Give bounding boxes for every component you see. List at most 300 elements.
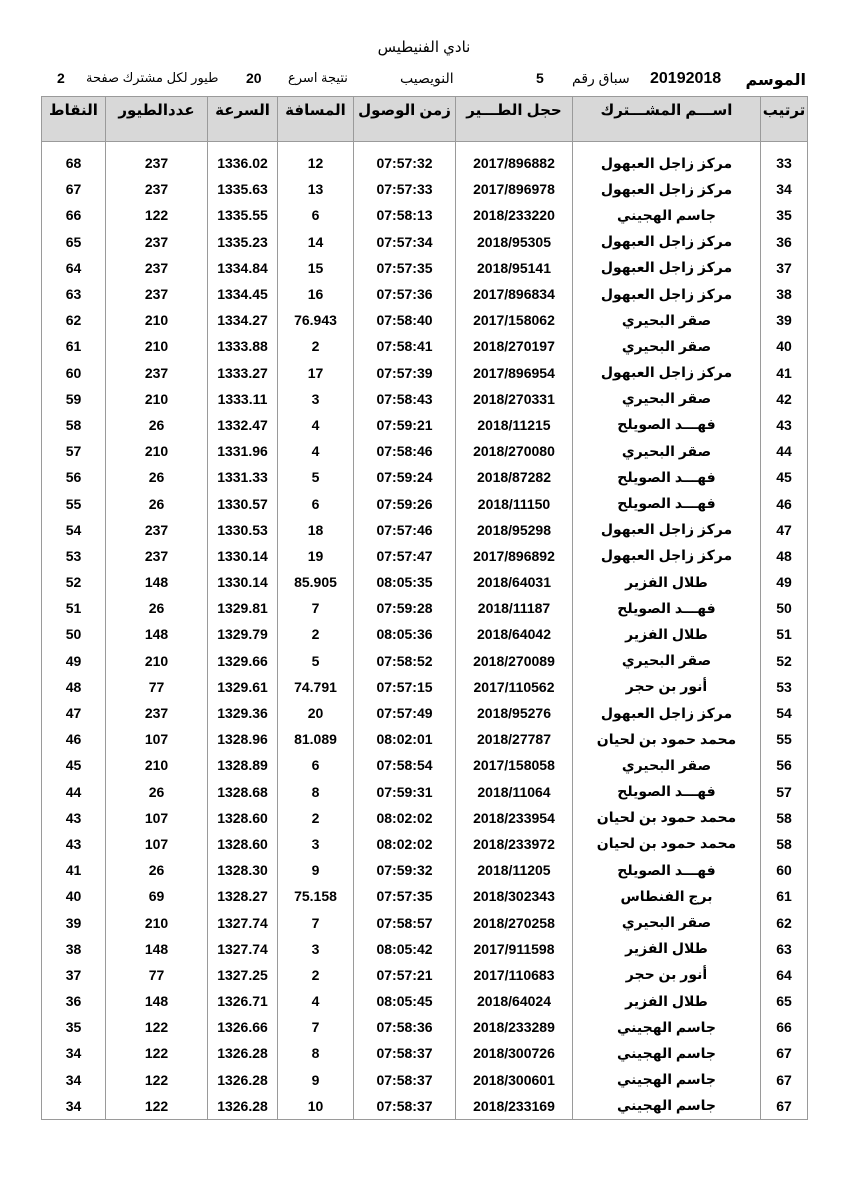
cell-rank: 66 <box>761 1014 808 1040</box>
table-row <box>42 936 808 962</box>
cell-birds-count: 237 <box>106 229 208 255</box>
cell-speed: 1326.28 <box>208 1067 278 1093</box>
table-row <box>42 1093 808 1120</box>
cell-ring: 2018/270089 <box>456 648 573 674</box>
cell-member-name: مركز زاجل العبهول <box>573 229 761 255</box>
cell-points: 40 <box>42 883 106 909</box>
cell-distance: 16 <box>278 281 354 307</box>
cell-arrival-time: 07:57:21 <box>354 962 456 988</box>
cell-birds-count: 122 <box>106 202 208 228</box>
cell-rank: 58 <box>761 805 808 831</box>
cell-speed: 1328.30 <box>208 857 278 883</box>
cell-member-name: برج الفنطاس <box>573 883 761 909</box>
cell-birds-count: 148 <box>106 988 208 1014</box>
cell-arrival-time: 08:02:02 <box>354 831 456 857</box>
table-row <box>42 202 808 228</box>
table-row <box>42 831 808 857</box>
cell-rank: 42 <box>761 386 808 412</box>
cell-birds-count: 210 <box>106 307 208 333</box>
cell-ring: 2018/87282 <box>456 464 573 490</box>
cell-member-name: فهـــد الصويلح <box>573 412 761 438</box>
cell-birds-count: 210 <box>106 909 208 935</box>
cell-ring: 2018/11205 <box>456 857 573 883</box>
cell-rank: 46 <box>761 490 808 516</box>
cell-points: 34 <box>42 1040 106 1066</box>
cell-points: 65 <box>42 229 106 255</box>
cell-birds-count: 237 <box>106 360 208 386</box>
cell-birds-count: 148 <box>106 936 208 962</box>
cell-rank: 44 <box>761 438 808 464</box>
cell-distance: 5 <box>278 648 354 674</box>
cell-rank: 35 <box>761 202 808 228</box>
cell-arrival-time: 07:58:54 <box>354 752 456 778</box>
cell-member-name: فهـــد الصويلح <box>573 857 761 883</box>
cell-rank: 62 <box>761 909 808 935</box>
table-row <box>42 464 808 490</box>
cell-arrival-time: 08:05:45 <box>354 988 456 1014</box>
cell-points: 38 <box>42 936 106 962</box>
cell-member-name: محمد حمود بن لحيان <box>573 831 761 857</box>
table-row <box>42 1067 808 1093</box>
cell-points: 53 <box>42 543 106 569</box>
cell-arrival-time: 07:58:43 <box>354 386 456 412</box>
table-row <box>42 307 808 333</box>
cell-arrival-time: 07:58:52 <box>354 648 456 674</box>
cell-speed: 1329.36 <box>208 700 278 726</box>
cell-distance: 15 <box>278 255 354 281</box>
cell-points: 55 <box>42 490 106 516</box>
cell-member-name: فهـــد الصويلح <box>573 490 761 516</box>
cell-speed: 1326.28 <box>208 1040 278 1066</box>
cell-ring: 2018/95141 <box>456 255 573 281</box>
cell-distance: 2 <box>278 621 354 647</box>
cell-member-name: طلال الفزير <box>573 988 761 1014</box>
cell-speed: 1327.25 <box>208 962 278 988</box>
cell-birds-count: 122 <box>106 1067 208 1093</box>
cell-member-name: جاسم الهجيني <box>573 1040 761 1066</box>
cell-speed: 1329.66 <box>208 648 278 674</box>
table-row <box>42 621 808 647</box>
cell-points: 49 <box>42 648 106 674</box>
cell-ring: 2017/110562 <box>456 674 573 700</box>
table-row <box>42 176 808 202</box>
cell-birds-count: 122 <box>106 1093 208 1120</box>
cell-distance: 2 <box>278 333 354 359</box>
cell-birds-count: 69 <box>106 883 208 909</box>
cell-points: 61 <box>42 333 106 359</box>
cell-rank: 38 <box>761 281 808 307</box>
table-row <box>42 988 808 1014</box>
cell-points: 52 <box>42 569 106 595</box>
cell-arrival-time: 07:58:40 <box>354 307 456 333</box>
cell-points: 56 <box>42 464 106 490</box>
cell-speed: 1332.47 <box>208 412 278 438</box>
cell-speed: 1334.45 <box>208 281 278 307</box>
col-birds-count: عددالطيور <box>106 97 208 142</box>
cell-arrival-time: 07:58:41 <box>354 333 456 359</box>
cell-points: 35 <box>42 1014 106 1040</box>
cell-distance: 7 <box>278 909 354 935</box>
cell-member-name: مركز زاجل العبهول <box>573 176 761 202</box>
cell-distance: 12 <box>278 142 354 177</box>
cell-ring: 2017/896954 <box>456 360 573 386</box>
cell-ring: 2018/11187 <box>456 595 573 621</box>
cell-speed: 1330.57 <box>208 490 278 516</box>
cell-rank: 56 <box>761 752 808 778</box>
cell-speed: 1330.14 <box>208 543 278 569</box>
cell-points: 47 <box>42 700 106 726</box>
table-row <box>42 962 808 988</box>
cell-member-name: أنور بن حجر <box>573 962 761 988</box>
cell-arrival-time: 07:57:35 <box>354 883 456 909</box>
cell-ring: 2018/233289 <box>456 1014 573 1040</box>
cell-rank: 41 <box>761 360 808 386</box>
cell-ring: 2018/270080 <box>456 438 573 464</box>
cell-rank: 52 <box>761 648 808 674</box>
cell-distance: 4 <box>278 412 354 438</box>
table-row <box>42 1014 808 1040</box>
table-row <box>42 229 808 255</box>
cell-speed: 1326.66 <box>208 1014 278 1040</box>
cell-birds-count: 237 <box>106 543 208 569</box>
cell-speed: 1326.71 <box>208 988 278 1014</box>
table-row <box>42 569 808 595</box>
cell-distance: 7 <box>278 595 354 621</box>
table-row <box>42 360 808 386</box>
cell-birds-count: 210 <box>106 386 208 412</box>
cell-distance: 2 <box>278 962 354 988</box>
cell-rank: 37 <box>761 255 808 281</box>
cell-member-name: مركز زاجل العبهول <box>573 142 761 177</box>
cell-member-name: مركز زاجل العبهول <box>573 543 761 569</box>
cell-distance: 3 <box>278 831 354 857</box>
cell-ring: 2018/95305 <box>456 229 573 255</box>
cell-distance: 13 <box>278 176 354 202</box>
cell-member-name: محمد حمود بن لحيان <box>573 726 761 752</box>
cell-rank: 67 <box>761 1093 808 1120</box>
cell-distance: 20 <box>278 700 354 726</box>
cell-distance: 8 <box>278 1040 354 1066</box>
cell-points: 44 <box>42 779 106 805</box>
table-row <box>42 805 808 831</box>
cell-points: 45 <box>42 752 106 778</box>
cell-rank: 39 <box>761 307 808 333</box>
cell-speed: 1331.96 <box>208 438 278 464</box>
cell-birds-count: 26 <box>106 857 208 883</box>
cell-member-name: جاسم الهجيني <box>573 1014 761 1040</box>
cell-arrival-time: 07:58:57 <box>354 909 456 935</box>
cell-birds-count: 237 <box>106 142 208 177</box>
table-row <box>42 281 808 307</box>
table-row <box>42 779 808 805</box>
race-label: سباق رقم <box>572 70 630 86</box>
cell-birds-count: 210 <box>106 438 208 464</box>
cell-arrival-time: 07:57:36 <box>354 281 456 307</box>
cell-rank: 49 <box>761 569 808 595</box>
cell-arrival-time: 07:58:37 <box>354 1093 456 1120</box>
cell-arrival-time: 07:57:47 <box>354 543 456 569</box>
cell-speed: 1333.88 <box>208 333 278 359</box>
cell-points: 63 <box>42 281 106 307</box>
cell-member-name: صقر البحيري <box>573 909 761 935</box>
table-row <box>42 752 808 778</box>
cell-speed: 1328.60 <box>208 831 278 857</box>
cell-distance: 18 <box>278 517 354 543</box>
cell-arrival-time: 07:57:39 <box>354 360 456 386</box>
cell-rank: 48 <box>761 543 808 569</box>
cell-birds-count: 107 <box>106 831 208 857</box>
cell-arrival-time: 08:02:01 <box>354 726 456 752</box>
cell-arrival-time: 07:59:21 <box>354 412 456 438</box>
cell-distance: 9 <box>278 857 354 883</box>
table-row <box>42 255 808 281</box>
cell-arrival-time: 07:58:13 <box>354 202 456 228</box>
cell-birds-count: 237 <box>106 255 208 281</box>
cell-arrival-time: 07:58:37 <box>354 1067 456 1093</box>
cell-member-name: طلال الفزير <box>573 569 761 595</box>
table-row <box>42 648 808 674</box>
cell-rank: 40 <box>761 333 808 359</box>
cell-points: 66 <box>42 202 106 228</box>
race-location: النويصيب <box>400 70 454 86</box>
table-row <box>42 595 808 621</box>
cell-distance: 10 <box>278 1093 354 1120</box>
table-row <box>42 412 808 438</box>
cell-birds-count: 148 <box>106 569 208 595</box>
cell-points: 46 <box>42 726 106 752</box>
cell-birds-count: 210 <box>106 333 208 359</box>
race-number: 5 <box>536 70 544 86</box>
cell-ring: 2018/300726 <box>456 1040 573 1066</box>
cell-birds-count: 237 <box>106 700 208 726</box>
cell-speed: 1328.68 <box>208 779 278 805</box>
fastest-count: 20 <box>246 70 262 86</box>
cell-distance: 85.905 <box>278 569 354 595</box>
cell-points: 64 <box>42 255 106 281</box>
cell-rank: 50 <box>761 595 808 621</box>
cell-member-name: صقر البحيري <box>573 307 761 333</box>
cell-distance: 9 <box>278 1067 354 1093</box>
cell-member-name: صقر البحيري <box>573 648 761 674</box>
col-ring: حجل الطـــير <box>456 97 573 142</box>
cell-rank: 64 <box>761 962 808 988</box>
cell-arrival-time: 08:05:35 <box>354 569 456 595</box>
table-row <box>42 726 808 752</box>
cell-arrival-time: 07:57:34 <box>354 229 456 255</box>
cell-rank: 53 <box>761 674 808 700</box>
table-row <box>42 674 808 700</box>
cell-points: 51 <box>42 595 106 621</box>
cell-arrival-time: 07:59:31 <box>354 779 456 805</box>
cell-member-name: فهـــد الصويلح <box>573 595 761 621</box>
table-row <box>42 386 808 412</box>
col-speed: السرعة <box>208 97 278 142</box>
cell-member-name: مركز زاجل العبهول <box>573 360 761 386</box>
table-header-row <box>42 97 808 142</box>
cell-arrival-time: 07:58:37 <box>354 1040 456 1066</box>
club-title: نادي الفنيطيس <box>377 39 471 56</box>
cell-speed: 1333.11 <box>208 386 278 412</box>
cell-rank: 47 <box>761 517 808 543</box>
cell-rank: 34 <box>761 176 808 202</box>
cell-distance: 4 <box>278 988 354 1014</box>
table-row <box>42 1040 808 1066</box>
cell-points: 60 <box>42 360 106 386</box>
cell-distance: 19 <box>278 543 354 569</box>
cell-rank: 54 <box>761 700 808 726</box>
results-table <box>41 96 808 1120</box>
cell-birds-count: 122 <box>106 1014 208 1040</box>
cell-speed: 1336.02 <box>208 142 278 177</box>
cell-birds-count: 107 <box>106 726 208 752</box>
cell-ring: 2018/95276 <box>456 700 573 726</box>
cell-rank: 43 <box>761 412 808 438</box>
cell-speed: 1335.23 <box>208 229 278 255</box>
cell-ring: 2018/11215 <box>456 412 573 438</box>
cell-speed: 1331.33 <box>208 464 278 490</box>
cell-rank: 36 <box>761 229 808 255</box>
cell-points: 48 <box>42 674 106 700</box>
cell-distance: 81.089 <box>278 726 354 752</box>
cell-ring: 2018/302343 <box>456 883 573 909</box>
cell-arrival-time: 08:02:02 <box>354 805 456 831</box>
cell-arrival-time: 07:59:24 <box>354 464 456 490</box>
col-points: النقاط <box>42 97 106 142</box>
cell-birds-count: 237 <box>106 176 208 202</box>
cell-speed: 1334.84 <box>208 255 278 281</box>
cell-arrival-time: 07:57:35 <box>354 255 456 281</box>
cell-birds-count: 77 <box>106 674 208 700</box>
cell-rank: 60 <box>761 857 808 883</box>
cell-distance: 7 <box>278 1014 354 1040</box>
cell-ring: 2017/896892 <box>456 543 573 569</box>
cell-speed: 1330.14 <box>208 569 278 595</box>
cell-ring: 2018/300601 <box>456 1067 573 1093</box>
cell-ring: 2018/27787 <box>456 726 573 752</box>
cell-birds-count: 237 <box>106 517 208 543</box>
cell-rank: 51 <box>761 621 808 647</box>
col-distance: المسافة <box>278 97 354 142</box>
cell-speed: 1335.55 <box>208 202 278 228</box>
cell-member-name: مركز زاجل العبهول <box>573 700 761 726</box>
race-info-line <box>0 68 848 92</box>
cell-member-name: مركز زاجل العبهول <box>573 517 761 543</box>
table-row <box>42 909 808 935</box>
cell-distance: 6 <box>278 202 354 228</box>
cell-distance: 75.158 <box>278 883 354 909</box>
cell-rank: 33 <box>761 142 808 177</box>
cell-distance: 76.943 <box>278 307 354 333</box>
cell-ring: 2018/64042 <box>456 621 573 647</box>
result-label: نتيجة اسرع <box>288 70 348 85</box>
cell-arrival-time: 07:57:49 <box>354 700 456 726</box>
cell-member-name: طلال الفزير <box>573 621 761 647</box>
cell-birds-count: 26 <box>106 490 208 516</box>
cell-points: 54 <box>42 517 106 543</box>
cell-ring: 2018/64024 <box>456 988 573 1014</box>
cell-birds-count: 148 <box>106 621 208 647</box>
cell-ring: 2017/110683 <box>456 962 573 988</box>
cell-arrival-time: 08:05:42 <box>354 936 456 962</box>
col-rank: ترتيب <box>761 97 808 142</box>
table-row <box>42 438 808 464</box>
cell-ring: 2018/11064 <box>456 779 573 805</box>
cell-arrival-time: 07:59:26 <box>354 490 456 516</box>
cell-member-name: محمد حمود بن لحيان <box>573 805 761 831</box>
cell-member-name: مركز زاجل العبهول <box>573 281 761 307</box>
cell-ring: 2018/270197 <box>456 333 573 359</box>
cell-rank: 65 <box>761 988 808 1014</box>
cell-distance: 17 <box>278 360 354 386</box>
cell-member-name: فهـــد الصويلح <box>573 464 761 490</box>
cell-ring: 2018/233972 <box>456 831 573 857</box>
cell-distance: 74.791 <box>278 674 354 700</box>
cell-speed: 1335.63 <box>208 176 278 202</box>
cell-points: 50 <box>42 621 106 647</box>
cell-points: 37 <box>42 962 106 988</box>
cell-ring: 2017/896978 <box>456 176 573 202</box>
cell-speed: 1328.89 <box>208 752 278 778</box>
col-arrival-time: زمن الوصول <box>354 97 456 142</box>
cell-rank: 55 <box>761 726 808 752</box>
cell-distance: 3 <box>278 936 354 962</box>
cell-arrival-time: 07:57:46 <box>354 517 456 543</box>
cell-speed: 1326.28 <box>208 1093 278 1120</box>
cell-birds-count: 26 <box>106 464 208 490</box>
cell-speed: 1330.53 <box>208 517 278 543</box>
table-row <box>42 333 808 359</box>
cell-points: 43 <box>42 831 106 857</box>
cell-member-name: فهـــد الصويلح <box>573 779 761 805</box>
cell-rank: 61 <box>761 883 808 909</box>
cell-speed: 1329.81 <box>208 595 278 621</box>
cell-distance: 8 <box>278 779 354 805</box>
cell-birds-count: 107 <box>106 805 208 831</box>
cell-rank: 67 <box>761 1067 808 1093</box>
cell-rank: 67 <box>761 1040 808 1066</box>
cell-ring: 2017/158058 <box>456 752 573 778</box>
cell-member-name: جاسم الهجيني <box>573 1093 761 1120</box>
cell-arrival-time: 07:58:36 <box>354 1014 456 1040</box>
cell-points: 39 <box>42 909 106 935</box>
cell-points: 59 <box>42 386 106 412</box>
season-value: 20192018 <box>650 70 722 87</box>
cell-points: 36 <box>42 988 106 1014</box>
cell-member-name: صقر البحيري <box>573 386 761 412</box>
cell-rank: 63 <box>761 936 808 962</box>
cell-speed: 1329.61 <box>208 674 278 700</box>
cell-ring: 2018/64031 <box>456 569 573 595</box>
cell-arrival-time: 07:57:33 <box>354 176 456 202</box>
cell-arrival-time: 07:59:32 <box>354 857 456 883</box>
cell-arrival-time: 07:57:32 <box>354 142 456 177</box>
cell-rank: 45 <box>761 464 808 490</box>
cell-ring: 2018/270331 <box>456 386 573 412</box>
table-row <box>42 883 808 909</box>
cell-points: 62 <box>42 307 106 333</box>
cell-member-name: صقر البحيري <box>573 438 761 464</box>
season-label: الموسم <box>745 72 806 89</box>
cell-birds-count: 26 <box>106 595 208 621</box>
cell-member-name: مركز زاجل العبهول <box>573 255 761 281</box>
cell-ring: 2017/896882 <box>456 142 573 177</box>
page-number: 2 <box>57 70 65 86</box>
cell-speed: 1329.79 <box>208 621 278 647</box>
cell-distance: 5 <box>278 464 354 490</box>
cell-arrival-time: 07:59:28 <box>354 595 456 621</box>
cell-points: 41 <box>42 857 106 883</box>
birds-per-member-label: طيور لكل مشترك صفحة <box>86 70 219 85</box>
